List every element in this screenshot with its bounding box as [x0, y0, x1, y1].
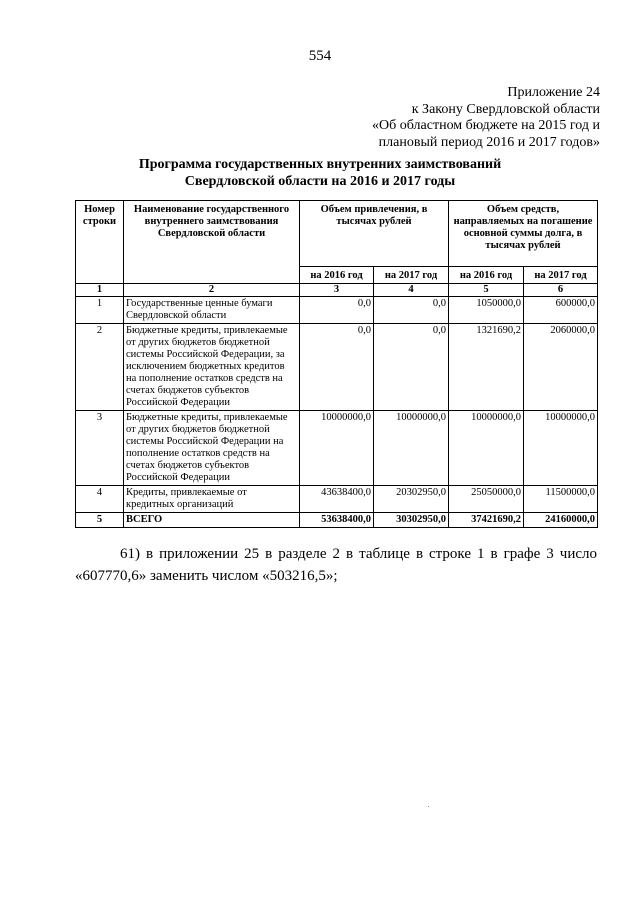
repay-2017-value: 24160000,0	[524, 513, 598, 528]
header-attraction-volume: Объем привлечения, в тысячах рублей	[300, 201, 449, 267]
header-repay-2016: на 2016 год	[449, 267, 524, 284]
repay-2017-value: 2060000,0	[524, 324, 598, 411]
attract-2017-value: 0,0	[374, 324, 449, 411]
row-number: 5	[76, 513, 124, 528]
attract-2016-value: 0,0	[300, 324, 374, 411]
column-number: 3	[300, 284, 374, 297]
header-attract-2016: на 2016 год	[300, 267, 374, 284]
scan-speck	[428, 806, 429, 807]
attract-2017-value: 0,0	[374, 297, 449, 324]
header-row-number: Номер строки	[76, 201, 124, 284]
attract-2016-value: 43638400,0	[300, 486, 374, 513]
repay-2017-value: 600000,0	[524, 297, 598, 324]
appendix-line-4: плановый период 2016 и 2017 годов»	[378, 134, 600, 150]
attract-2016-value: 10000000,0	[300, 411, 374, 486]
attract-2017-value: 20302950,0	[374, 486, 449, 513]
title-line-1: Программа государственных внутренних заимствований	[138, 157, 502, 172]
repay-2017-value: 10000000,0	[524, 411, 598, 486]
row-number: 2	[76, 324, 124, 411]
row-number: 3	[76, 411, 124, 486]
header-name: Наименование государственного внутреннего заимствования Свердловской области	[124, 201, 300, 284]
table-row	[76, 324, 598, 411]
table-row	[76, 486, 598, 513]
repay-2016-value: 1321690,2	[449, 324, 524, 411]
page-number: 554	[308, 48, 332, 64]
row-name: Государственные ценные бумаги Свердловской области	[124, 297, 300, 324]
row-name: ВСЕГО	[124, 513, 300, 528]
header-attract-2017: на 2017 год	[374, 267, 449, 284]
attract-2016-value: 53638400,0	[300, 513, 374, 528]
row-number: 1	[76, 297, 124, 324]
document-title	[0, 156, 640, 190]
column-number-row	[76, 284, 598, 297]
row-name: Бюджетные кредиты, привлекаемые от других бюджетов бюджетной системы Российской Федерации на пополнение остатков средств на счетах бюджетов субъектов Российской Федерации	[124, 411, 300, 486]
column-number: 6	[524, 284, 598, 297]
column-number: 4	[374, 284, 449, 297]
appendix-line-1: Приложение 24	[507, 85, 600, 100]
header-repay-2017: на 2017 год	[524, 267, 598, 284]
table-header-row	[76, 201, 598, 267]
appendix-reference	[372, 85, 600, 151]
header-repayment-volume: Объем средств, направляемых на погашение основной суммы долга, в тысячах рублей	[449, 201, 598, 267]
repay-2017-value: 11500000,0	[524, 486, 598, 513]
appendix-line-2: к Закону Свердловской области	[411, 101, 600, 117]
row-number: 4	[76, 486, 124, 513]
borrowing-program-table	[75, 200, 598, 528]
table-row	[76, 297, 598, 324]
attract-2017-value: 10000000,0	[374, 411, 449, 486]
column-number: 5	[449, 284, 524, 297]
amendment-paragraph: 61) в приложении 25 в разделе 2 в таблице в строке 1 в графе 3 число «607770,6» заменить числом «503216,5»;	[75, 546, 597, 584]
appendix-line-3: «Об областном бюджете на 2015 год и	[372, 118, 600, 133]
table-row	[76, 411, 598, 486]
repay-2016-value: 10000000,0	[449, 411, 524, 486]
table-total-row	[76, 513, 598, 528]
repay-2016-value: 25050000,0	[449, 486, 524, 513]
row-name: Кредиты, привлекаемые от кредитных организаций	[124, 486, 300, 513]
attract-2017-value: 30302950,0	[374, 513, 449, 528]
row-name: Бюджетные кредиты, привлекаемые от других бюджетов бюджетной системы Российской Федерации, за исключением бюджетных кредитов на пополнение остатков средств на счетах бюджетов субъектов Российской Федерации	[124, 324, 300, 411]
column-number: 2	[124, 284, 300, 297]
repay-2016-value: 37421690,2	[449, 513, 524, 528]
title-line-2: Свердловской области на 2016 и 2017 годы	[184, 174, 456, 189]
column-number: 1	[76, 284, 124, 297]
repay-2016-value: 1050000,0	[449, 297, 524, 324]
attract-2016-value: 0,0	[300, 297, 374, 324]
